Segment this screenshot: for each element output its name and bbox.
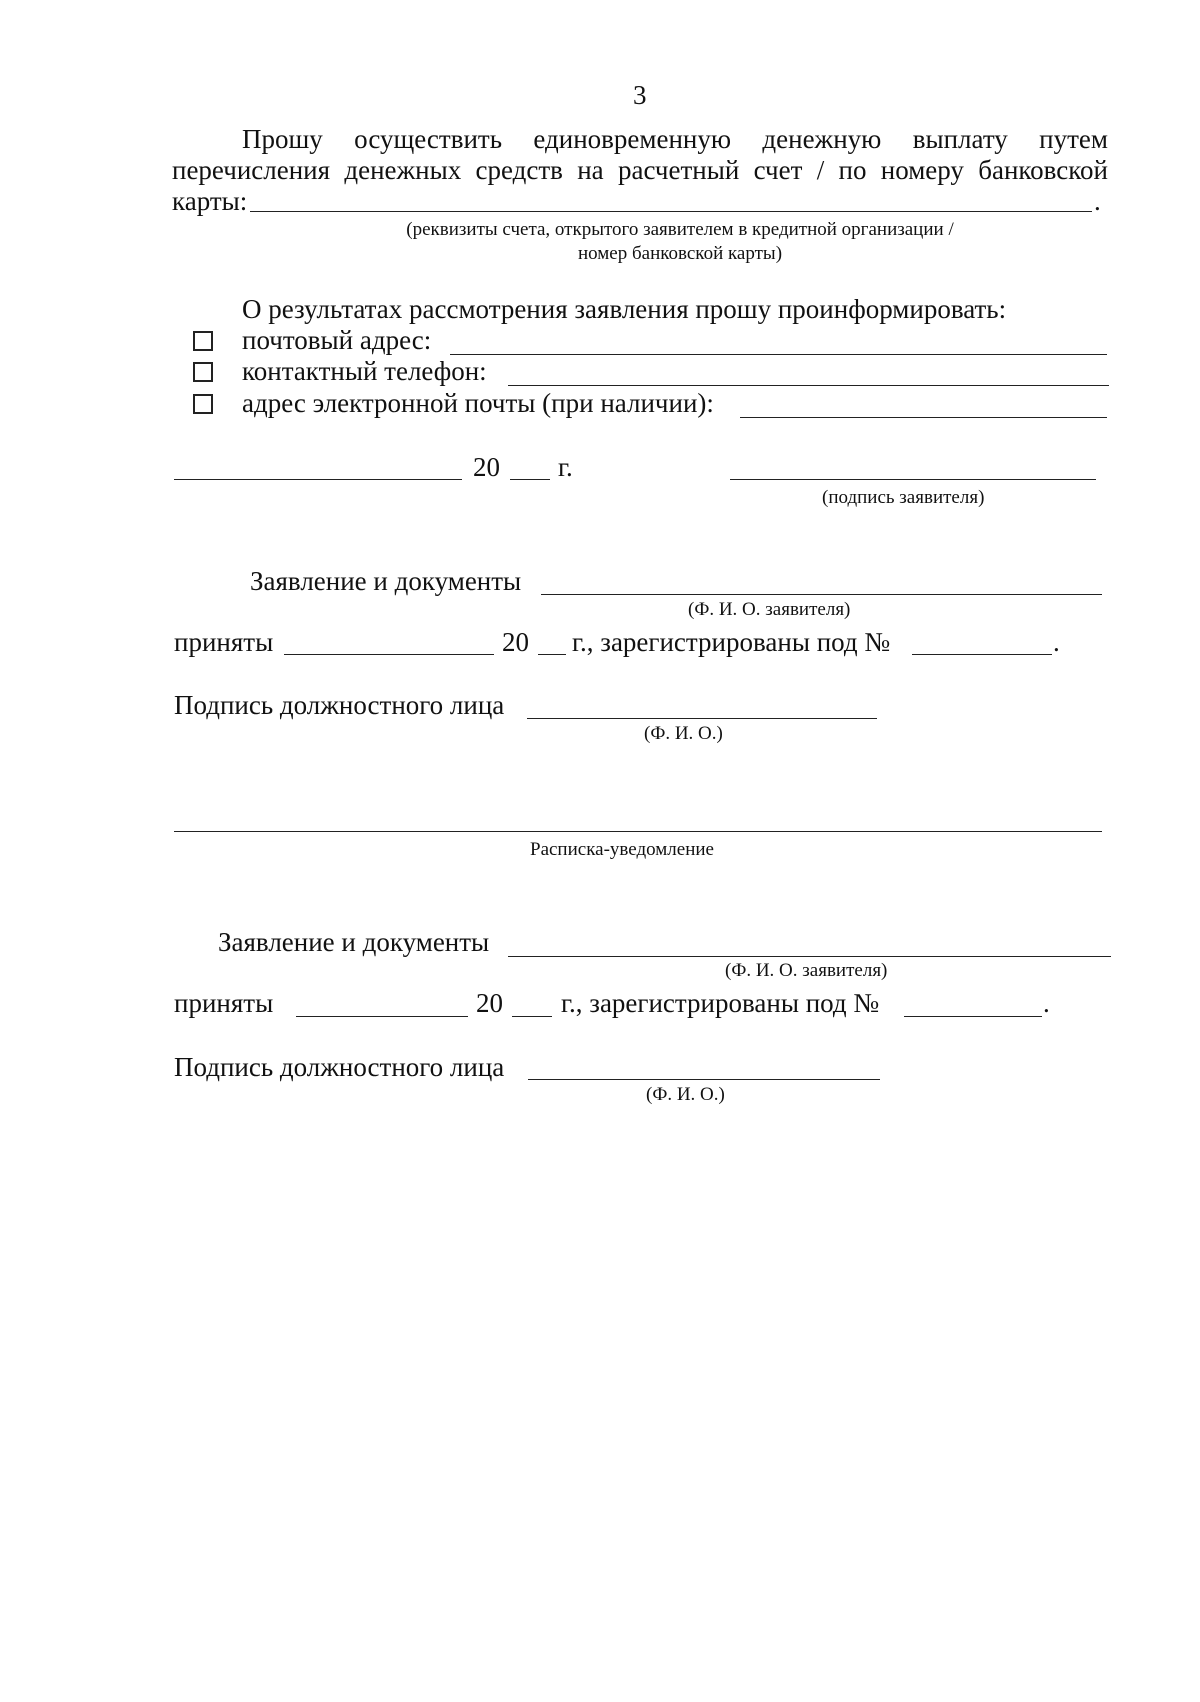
- payment-word: осуществить: [354, 124, 503, 154]
- notice-year-prefix: 20: [476, 988, 503, 1018]
- payment-word: счет: [753, 155, 803, 185]
- signature-hint: (подпись заявителя): [822, 487, 985, 508]
- payment-word: номеру: [880, 155, 964, 185]
- phone-checkbox[interactable]: [193, 362, 213, 382]
- receipt-accepted-label: приняты: [174, 627, 274, 657]
- date-line[interactable]: [174, 479, 462, 480]
- payment-word: перечисления: [172, 155, 331, 185]
- receipt-docs-label: Заявление и документы: [250, 566, 522, 596]
- page-number: 3: [633, 80, 647, 110]
- notice-official-signature-line[interactable]: [528, 1079, 880, 1080]
- applicant-signature-line[interactable]: [730, 479, 1096, 480]
- payment-line-2: [172, 155, 1108, 185]
- payment-word: Прошу: [242, 124, 323, 154]
- receipt-end-dot: .: [1053, 627, 1060, 657]
- receipt-official-signature-line[interactable]: [527, 718, 877, 719]
- account-number-line: [250, 211, 1092, 212]
- receipt-accepted-date-line[interactable]: [284, 654, 494, 655]
- receipt-fio-hint: (Ф. И. О. заявителя): [688, 599, 851, 620]
- payment-word: на: [577, 155, 604, 185]
- receipt-official-fio-hint: (Ф. И. О.): [644, 723, 723, 744]
- payment-word: выплату: [912, 124, 1008, 154]
- postal-address-checkbox[interactable]: [193, 331, 213, 351]
- payment-word: единовременную: [533, 124, 732, 154]
- payment-end-dot: .: [1094, 186, 1101, 216]
- receipt-applicant-fio-line[interactable]: [541, 594, 1102, 595]
- date-year-prefix: 20: [473, 452, 500, 482]
- receipt-year-line[interactable]: [538, 654, 566, 655]
- postal-address-line[interactable]: [450, 354, 1107, 355]
- receipt-registration-number-line[interactable]: [912, 654, 1052, 655]
- payment-word: денежных: [344, 155, 462, 185]
- receipt-year-prefix: 20: [502, 627, 529, 657]
- payment-word: средств: [475, 155, 563, 185]
- notice-year-line[interactable]: [512, 1016, 552, 1017]
- payment-hint-line-1: (реквизиты счета, открытого заявителем в кредитной организации /: [406, 219, 954, 240]
- notice-accepted-label: приняты: [174, 988, 274, 1018]
- payment-word: расчетный: [617, 155, 740, 185]
- email-line[interactable]: [740, 417, 1107, 418]
- notice-docs-label: Заявление и документы: [218, 927, 490, 957]
- notice-registered-text: г., зарегистрированы под №: [561, 988, 880, 1018]
- notice-official-signature-label: Подпись должностного лица: [174, 1052, 505, 1082]
- date-year-line[interactable]: [510, 479, 550, 480]
- notice-official-fio-hint: (Ф. И. О.): [646, 1084, 725, 1105]
- payment-word: денежную: [762, 124, 882, 154]
- phone-label: контактный телефон:: [242, 356, 487, 386]
- email-label: адрес электронной почты (при наличии):: [242, 388, 714, 418]
- notice-accepted-date-line[interactable]: [296, 1016, 468, 1017]
- notice-applicant-fio-line[interactable]: [508, 956, 1111, 957]
- receipt-official-signature-label: Подпись должностного лица: [174, 690, 505, 720]
- payment-word: банковской: [978, 155, 1108, 185]
- payment-word: /: [816, 155, 825, 185]
- date-year-suffix: г.: [558, 452, 573, 482]
- phone-line[interactable]: [508, 385, 1109, 386]
- payment-line-1: [242, 124, 1108, 154]
- tear-off-separator: [174, 831, 1102, 832]
- payment-word: путем: [1039, 124, 1108, 154]
- notice-title: Расписка-уведомление: [530, 839, 714, 860]
- payment-label: карты:: [172, 186, 248, 216]
- inform-intro: О результатах рассмотрения заявления прошу проинформировать:: [242, 294, 1007, 324]
- notice-fio-hint: (Ф. И. О. заявителя): [725, 960, 888, 981]
- notice-end-dot: .: [1043, 988, 1050, 1018]
- receipt-registered-text: г., зарегистрированы под №: [572, 627, 891, 657]
- email-checkbox[interactable]: [193, 394, 213, 414]
- payment-hint-line-2: номер банковской карты): [577, 243, 783, 264]
- payment-word: по: [838, 155, 867, 185]
- postal-address-label: почтовый адрес:: [242, 325, 432, 355]
- notice-registration-number-line[interactable]: [904, 1016, 1042, 1017]
